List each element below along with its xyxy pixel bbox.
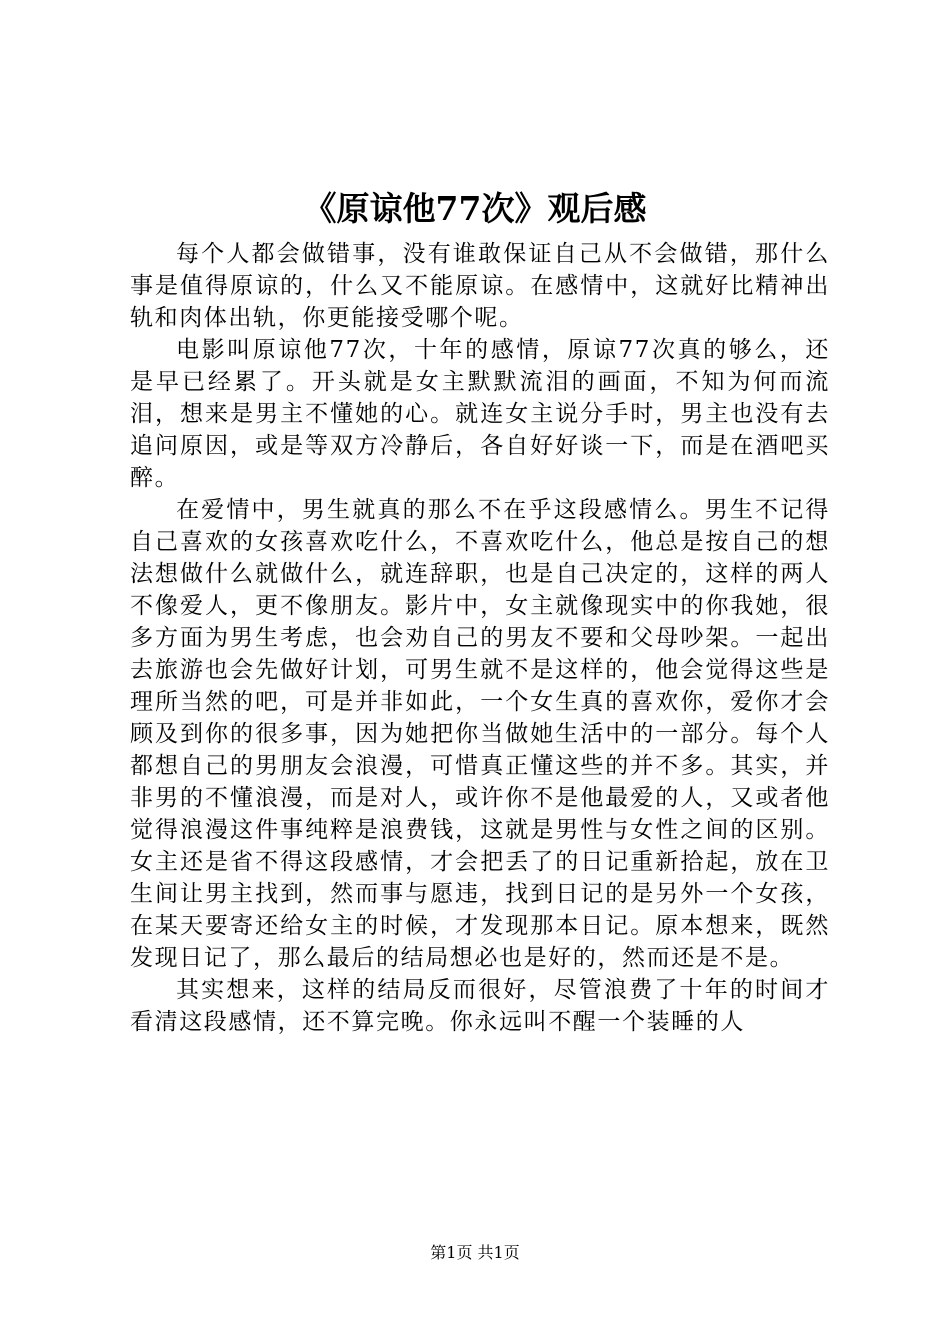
- page-footer: 第1页 共1页: [430, 1243, 520, 1262]
- document-body: [130, 238, 830, 1038]
- paragraph-4: 其实想来，这样的结局反而很好，尽管浪费了十年的时间才看清这段感情，还不算完晚。你永远叫不醒一个装睡的人: [130, 977, 830, 1035]
- paragraph-1: 每个人都会做错事，没有谁敢保证自己从不会做错，那什么事是值得原谅的，什么又不能原谅。在感情中，这就好比精神出轨和肉体出轨，你更能接受哪个呢。: [130, 241, 830, 331]
- document-title: 《原谅他77次》观后感: [303, 189, 647, 228]
- paragraph-3: 在爱情中，男生就真的那么不在乎这段感情么。男生不记得自己喜欢的女孩喜欢吃什么，不喜欢吃什么，他总是按自己的想法想做什么就做什么，就连辞职，也是自己决定的，这样的两人不像爱人，更不像朋友。影片中，女主就像现实中的你我她，很多方面为男生考虑，也会劝自己的男友不要和父母吵架。一起出去旅游也会先做好计划，可男生就不是这样的，他会觉得这些是理所当然的吧，可是并非如此，一个女生真的喜欢你，爱你才会顾及到你的很多事，因为她把你当做她生活中的一部分。每个人都想自己的男朋友会浪漫，可惜真正懂这些的并不多。其实，并非男的不懂浪漫，而是对人，或许你不是他最爱的人，又或者他觉得浪漫这件事纯粹是浪费钱，这就是男性与女性之间的区别。女主还是省不得这段感情，才会把丢了的日记重新拾起，放在卫生间让男主找到，然而事与愿违，找到日记的是另外一个女孩，在某天要寄还给女主的时候，才发现那本日记。原本想来，既然发现日记了，那么最后的结局想必也是好的，然而还是不是。: [130, 497, 830, 971]
- paragraph-2: 电影叫原谅他77次，十年的感情，原谅77次真的够么，还是早已经累了。开头就是女主默默流泪的画面，不知为何而流泪，想来是男主不懂她的心。就连女主说分手时，男主也没有去追问原因，或是等双方冷静后，各自好好谈一下，而是在酒吧买醉。: [130, 337, 830, 491]
